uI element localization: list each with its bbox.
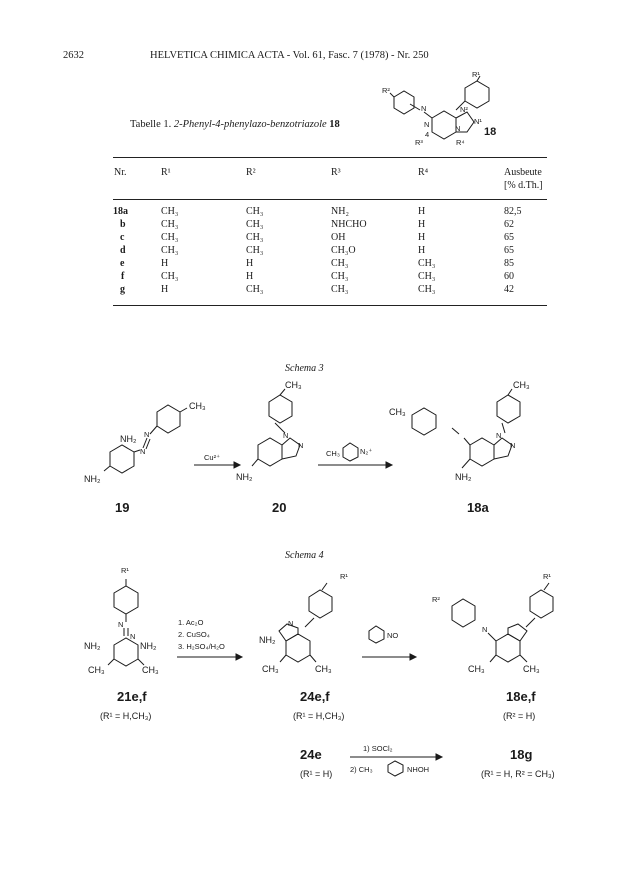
cell-r2: H [246,271,254,282]
c19-n1: N [144,430,150,439]
cell-r3: CH₃ [331,271,349,282]
cell-r1: H [161,258,169,269]
c19-nh2-a: NH₂ [120,434,137,444]
c18ef-n: N [482,625,488,634]
col-header-yield-unit: [% d.Th.] [504,180,543,191]
s18-r4: R⁴ [456,138,465,147]
cell-r2: CH₃ [246,206,264,217]
cell-r3: CH₃ [331,258,349,269]
c18g-number: 18g [510,747,533,762]
c21-n1: N [118,620,124,629]
c21-ch3-a: CH₃ [88,665,105,675]
c21-nh2-a: NH₂ [84,641,101,651]
cell-nr: 18a [113,206,128,217]
reagent-1: 1. Ac₂O [178,618,204,627]
cell-r3: OH [331,232,346,243]
schema-3-title: Schema 3 [285,363,324,374]
cell-r4: CH₃ [418,258,436,269]
schema-4-title: Schema 4 [285,550,324,561]
caption-title: 2-Phenyl-4-phenylazo-benzotriazole [173,119,327,130]
c18ef-r2: R² [432,595,440,604]
c18a-number: 18a [467,500,489,515]
cell-yield: 65 [504,232,514,243]
c20-n: N [283,431,289,440]
cell-r1: CH₃ [161,232,179,243]
s18-azo-n: N [421,104,427,113]
col-header-yield: Ausbeute [504,167,542,178]
c18a-n2: N [510,441,516,450]
s18-number: 18 [484,126,497,138]
cell-nr: d [120,245,126,256]
c18ef-r1: R¹ [543,572,551,581]
c19-number: 19 [115,500,130,515]
cell-r4: H [418,245,426,256]
cell-yield: 82,5 [504,206,522,217]
cell-r4: H [418,232,426,243]
cell-yield: 60 [504,271,514,282]
c20-nh2: NH₂ [236,472,253,482]
cell-r2: CH₃ [246,245,264,256]
cell-r4: CH₃ [418,284,436,295]
c18a-n: N [496,431,502,440]
reagent-2: 2. CuSO₄ [178,630,210,639]
cell-yield: 62 [504,219,514,230]
c24e-number: 24e [300,747,322,762]
c20-n2: N [298,441,304,450]
c21-note: (R¹ = H,CH₃) [100,711,152,721]
nitroso-label: NO [387,631,399,640]
s18-r2: R² [382,86,390,95]
arrow1-reagent: Cu²⁺ [204,453,221,462]
col-header-r4: R⁴ [418,167,429,178]
c24-number: 24e,f [300,689,330,704]
c24e-note: (R¹ = H) [300,769,333,779]
caption-number: 18 [329,119,340,130]
s18-n2: N² [460,105,468,114]
c21-number: 21e,f [117,689,147,704]
s18-r1: R¹ [472,70,480,79]
cell-r3: CH₃O [331,245,356,256]
cell-nr: b [120,219,126,230]
cell-r4: CH₃ [418,271,436,282]
cell-r3: CH₃ [331,284,349,295]
cell-nr: c [120,232,125,243]
journal-running-head: HELVETICA CHIMICA ACTA - Vol. 61, Fasc. 7 (1978) - Nr. 250 [150,50,429,61]
reagent-bottom-2-left: 2) CH₃ [350,765,373,774]
col-header-r3: R³ [331,167,341,178]
reagent-bottom-2-right: NHOH [407,765,430,774]
c21-n2: N [130,632,136,641]
c19-ch3: CH₃ [189,401,206,411]
c24-r1: R¹ [340,572,348,581]
cell-r2: CH₃ [246,284,264,295]
c21-ch3-b: CH₃ [142,665,159,675]
reagent-bottom-1: 1) SOCl₂ [363,744,393,753]
cell-yield: 65 [504,245,514,256]
cell-r2: CH₃ [246,219,264,230]
c18a-ch3-a: CH₃ [513,380,530,390]
page-number: 2632 [63,50,84,61]
cell-r3: NHCHO [331,219,367,230]
c24-ch3-a: CH₃ [262,664,279,674]
c24-note: (R¹ = H,CH₃) [293,711,345,721]
c18ef-number: 18e,f [506,689,536,704]
c24-n: N [288,619,294,628]
c18a-ch3-b: CH₃ [389,407,406,417]
c24-nh2: NH₂ [259,635,276,645]
s18-r3: R³ [415,138,423,147]
cell-r4: H [418,206,426,217]
cell-r3: NH₂ [331,206,349,217]
c18ef-note: (R² = H) [503,711,536,721]
cell-r1: CH₃ [161,206,179,217]
col-header-r1: R¹ [161,167,171,178]
cell-r2: CH₃ [246,232,264,243]
cell-r2: H [246,258,254,269]
c19-n2: N [140,447,146,456]
cell-r4: H [418,219,426,230]
arrow2-reagent-n2: N₂⁺ [360,447,373,456]
cell-yield: 85 [504,258,514,269]
c20-ch3: CH₃ [285,380,302,390]
c18g-note: (R¹ = H, R² = CH₃) [481,769,555,779]
c18a-nh2: NH₂ [455,472,472,482]
cell-nr: g [120,284,125,295]
s18-azo-n2: N [424,120,430,129]
reagent-3: 3. H₂SO₄/H₂O [178,642,225,651]
cell-r1: CH₃ [161,271,179,282]
c21-r1: R¹ [121,566,129,575]
s18-n1: N¹ [474,117,482,126]
col-header-nr: Nr. [114,167,127,178]
c21-nh2-b: NH₂ [140,641,157,651]
c24-ch3-b: CH₃ [315,664,332,674]
cell-nr: e [120,258,125,269]
cell-nr: f [121,271,125,282]
c20-number: 20 [272,500,287,515]
c18ef-ch3-b: CH₃ [523,664,540,674]
cell-r1: CH₃ [161,219,179,230]
cell-yield: 42 [504,284,514,295]
cell-r1: H [161,284,169,295]
c19-nh2-b: NH₂ [84,474,101,484]
s18-n3: N [455,124,461,133]
col-header-r2: R² [246,167,256,178]
arrow2-reagent-ch3: CH₃ [326,449,340,458]
s18-c4: 4 [425,130,430,139]
cell-r1: CH₃ [161,245,179,256]
c18ef-ch3-a: CH₃ [468,664,485,674]
caption-prefix: Tabelle 1. [130,119,172,130]
